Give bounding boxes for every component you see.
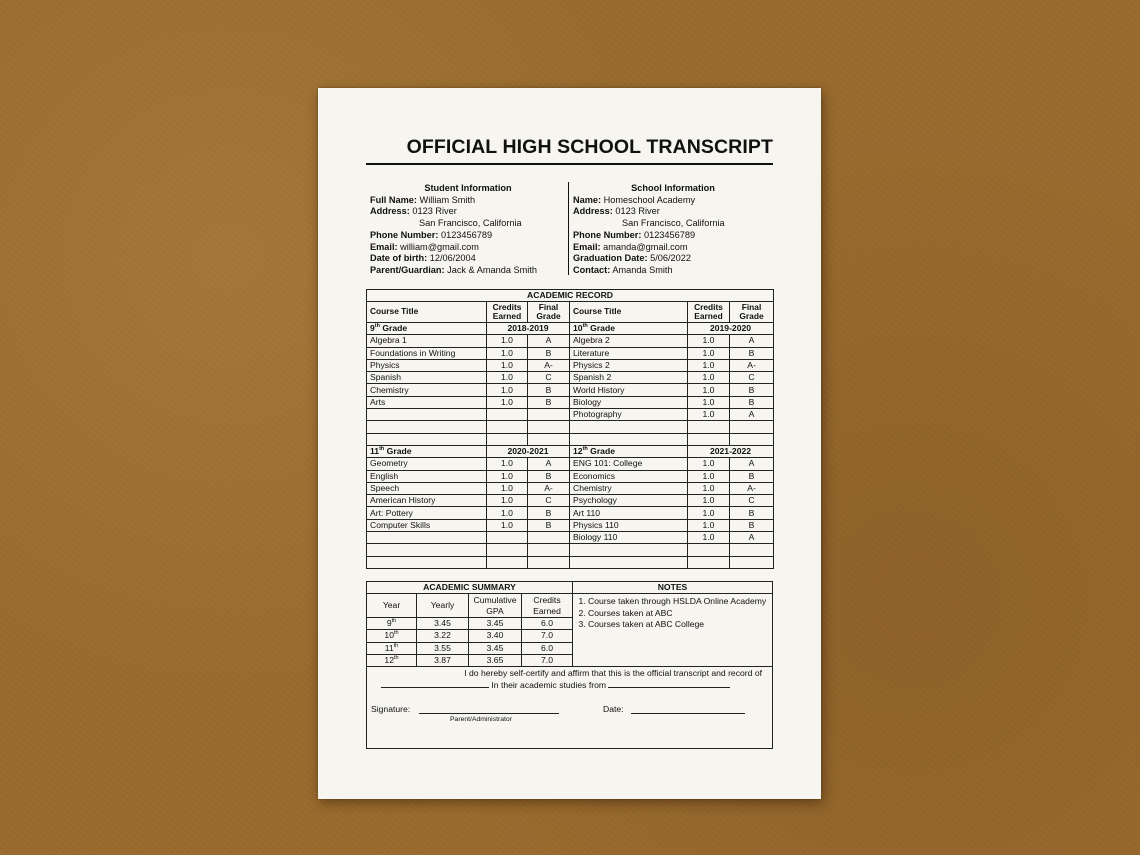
- summary-credits-cell: 6.0: [522, 618, 573, 630]
- course-title-cell: Spanish 2: [570, 372, 688, 384]
- credits-cell: 1.0: [688, 409, 730, 421]
- credits-cell: 1.0: [487, 507, 528, 519]
- credits-cell: 1.0: [487, 396, 528, 408]
- grade-cell: [528, 433, 570, 445]
- student-name-blank[interactable]: [381, 680, 489, 688]
- grade-cell: [528, 532, 570, 544]
- course-title-cell: [367, 433, 487, 445]
- course-title-cell: Physics 110: [570, 519, 688, 531]
- grade-cell: B: [730, 384, 774, 396]
- date-line[interactable]: [631, 713, 745, 714]
- grade-cell: [730, 433, 774, 445]
- grade-cell: B: [528, 384, 570, 396]
- school-graduation-date: Graduation Date: 5/06/2022: [573, 253, 691, 264]
- credits-cell: [688, 544, 730, 556]
- table-row: [367, 421, 774, 433]
- course-title-cell: Chemistry: [367, 384, 487, 396]
- course-title-cell: Chemistry: [570, 482, 688, 494]
- course-title-cell: Speech: [367, 482, 487, 494]
- course-title-cell: Physics: [367, 359, 487, 371]
- credits-cell: [487, 556, 528, 568]
- credits-cell: [487, 433, 528, 445]
- course-title-cell: Photography: [570, 409, 688, 421]
- table-row: [367, 544, 774, 556]
- student-email: Email: william@gmail.com: [370, 241, 479, 252]
- summary-yearly-cell: 3.45: [417, 618, 469, 630]
- table-row: [367, 556, 774, 568]
- grade-cell: A: [730, 532, 774, 544]
- course-title-cell: Spanish: [367, 372, 487, 384]
- table-row: [367, 384, 774, 396]
- school-information: [573, 183, 773, 277]
- credits-cell: 1.0: [688, 458, 730, 470]
- credits-cell: 1.0: [688, 519, 730, 531]
- school-year-label: 2021-2022: [688, 445, 774, 457]
- credits-cell: 1.0: [487, 372, 528, 384]
- col-course-title: Course Title: [367, 302, 487, 323]
- grade-cell: [528, 544, 570, 556]
- course-title-cell: English: [367, 470, 487, 482]
- grade-cell: B: [730, 347, 774, 359]
- course-title-cell: [570, 544, 688, 556]
- table-row: [367, 372, 774, 384]
- grade-cell: C: [730, 372, 774, 384]
- summary-credits-cell: 7.0: [522, 630, 573, 642]
- credits-cell: 1.0: [487, 384, 528, 396]
- grade-header-row: [367, 323, 774, 335]
- school-name: Name: Homeschool Academy: [573, 194, 696, 205]
- summary-credits-cell: 7.0: [522, 654, 573, 666]
- grade-cell: B: [528, 347, 570, 359]
- summary-year-cell: 10th: [367, 630, 417, 642]
- grade-cell: [730, 556, 774, 568]
- grade-cell: [528, 409, 570, 421]
- course-title-cell: [367, 409, 487, 421]
- summary-row: [367, 618, 573, 630]
- grade-cell: A: [528, 458, 570, 470]
- grade-level-label: 9th Grade: [367, 323, 487, 335]
- grade-cell: A-: [730, 482, 774, 494]
- table-row: [367, 359, 774, 371]
- grade-cell: A-: [730, 359, 774, 371]
- col-course-title: Course Title: [570, 302, 688, 323]
- grade-cell: A-: [528, 359, 570, 371]
- academic-record-title: ACADEMIC RECORD: [367, 290, 774, 302]
- grade-cell: B: [730, 507, 774, 519]
- grade-cell: [730, 421, 774, 433]
- credits-cell: [688, 556, 730, 568]
- table-row: [367, 519, 774, 531]
- credits-cell: [487, 532, 528, 544]
- col-final-grade: Final Grade: [730, 302, 774, 323]
- course-title-cell: Physics 2: [570, 359, 688, 371]
- summary-credits-cell: 6.0: [522, 642, 573, 654]
- credits-cell: 1.0: [487, 458, 528, 470]
- course-title-cell: American History: [367, 495, 487, 507]
- signature-label: Signature:: [371, 704, 411, 714]
- course-title-cell: [367, 544, 487, 556]
- date-range-blank[interactable]: [608, 680, 730, 688]
- date-label: Date:: [603, 704, 624, 714]
- summary-row: [367, 630, 573, 642]
- credits-cell: 1.0: [688, 495, 730, 507]
- grade-level-label: 10th Grade: [570, 323, 688, 335]
- certification-statement-2: In their academic studies from: [381, 680, 761, 690]
- col-credits-earned: Credits Earned: [522, 594, 573, 618]
- transcript-page: [318, 88, 821, 799]
- credits-cell: 1.0: [688, 347, 730, 359]
- record-header-row: [367, 302, 774, 323]
- grade-cell: B: [730, 470, 774, 482]
- summary-yearly-cell: 3.87: [417, 654, 469, 666]
- table-row: [367, 482, 774, 494]
- credits-cell: [688, 421, 730, 433]
- col-cumulative-gpa: Cumulative GPA: [469, 594, 522, 618]
- summary-year-cell: 11th: [367, 642, 417, 654]
- table-row: [367, 470, 774, 482]
- course-title-cell: Biology: [570, 396, 688, 408]
- student-address: Address: 0123 River: [370, 206, 457, 217]
- student-address-line2: San Francisco, California: [419, 218, 522, 229]
- credits-cell: [688, 433, 730, 445]
- summary-cumulative-cell: 3.40: [469, 630, 522, 642]
- credits-cell: 1.0: [487, 359, 528, 371]
- certification-statement: I do hereby self-certify and affirm that this is the official transcript and record of: [464, 668, 762, 678]
- credits-cell: 1.0: [688, 470, 730, 482]
- school-address: Address: 0123 River: [573, 206, 660, 217]
- summary-year-cell: 12th: [367, 654, 417, 666]
- summary-cumulative-cell: 3.45: [469, 618, 522, 630]
- course-title-cell: Literature: [570, 347, 688, 359]
- course-title-cell: Art 110: [570, 507, 688, 519]
- table-row: [367, 433, 774, 445]
- credits-cell: 1.0: [688, 532, 730, 544]
- credits-cell: 1.0: [487, 335, 528, 347]
- grade-cell: A: [730, 335, 774, 347]
- credits-cell: [487, 544, 528, 556]
- grade-cell: B: [528, 519, 570, 531]
- credits-cell: 1.0: [487, 347, 528, 359]
- credits-cell: [487, 421, 528, 433]
- summary-yearly-cell: 3.55: [417, 642, 469, 654]
- title-rule: [366, 163, 773, 165]
- credits-cell: 1.0: [487, 519, 528, 531]
- credits-cell: 1.0: [487, 470, 528, 482]
- course-title-cell: Computer Skills: [367, 519, 487, 531]
- school-info-heading: School Information: [631, 183, 715, 193]
- course-title-cell: Geometry: [367, 458, 487, 470]
- summary-yearly-cell: 3.22: [417, 630, 469, 642]
- note-item: 3. Courses taken at ABC College: [588, 619, 772, 631]
- course-title-cell: Arts: [367, 396, 487, 408]
- credits-cell: 1.0: [688, 396, 730, 408]
- notes-title: NOTES: [573, 582, 772, 594]
- course-title-cell: Algebra 1: [367, 335, 487, 347]
- school-contact: Contact: Amanda Smith: [573, 264, 673, 275]
- school-phone: Phone Number: 0123456789: [573, 229, 696, 240]
- course-title-cell: [570, 421, 688, 433]
- col-yearly: Yearly: [417, 594, 469, 618]
- course-title-cell: [367, 421, 487, 433]
- credits-cell: 1.0: [688, 359, 730, 371]
- grade-cell: A: [730, 409, 774, 421]
- grade-cell: [528, 556, 570, 568]
- course-title-cell: [367, 532, 487, 544]
- grade-cell: [730, 544, 774, 556]
- grade-cell: B: [528, 470, 570, 482]
- student-phone: Phone Number: 0123456789: [370, 229, 493, 240]
- grade-level-label: 12th Grade: [570, 445, 688, 457]
- grade-cell: C: [528, 372, 570, 384]
- table-row: [367, 347, 774, 359]
- grade-header-row: [367, 445, 774, 457]
- page-title: OFFICIAL HIGH SCHOOL TRANSCRIPT: [406, 136, 773, 158]
- grade-level-label: 11th Grade: [367, 445, 487, 457]
- school-year-label: 2018-2019: [487, 323, 570, 335]
- school-email: Email: amanda@gmail.com: [573, 241, 688, 252]
- notes-list: [573, 594, 772, 631]
- signature-caption: Parent/Administrator: [450, 716, 512, 723]
- summary-cumulative-cell: 3.65: [469, 654, 522, 666]
- table-row: [367, 532, 774, 544]
- col-credits-earned: Credits Earned: [688, 302, 730, 323]
- academic-summary-title: ACADEMIC SUMMARY: [367, 582, 573, 594]
- notes-box: [572, 581, 773, 667]
- credits-cell: 1.0: [487, 495, 528, 507]
- summary-cumulative-cell: 3.45: [469, 642, 522, 654]
- grade-cell: B: [528, 396, 570, 408]
- grade-cell: B: [730, 519, 774, 531]
- table-row: [367, 396, 774, 408]
- course-title-cell: [570, 433, 688, 445]
- course-title-cell: Art: Pottery: [367, 507, 487, 519]
- summary-row: [367, 642, 573, 654]
- note-item: 1. Course taken through HSLDA Online Academy: [588, 596, 772, 608]
- academic-record-table: [366, 289, 774, 569]
- col-credits-earned: Credits Earned: [487, 302, 528, 323]
- credits-cell: 1.0: [688, 384, 730, 396]
- certification-box: [366, 666, 773, 749]
- course-title-cell: World History: [570, 384, 688, 396]
- table-row: [367, 409, 774, 421]
- credits-cell: 1.0: [688, 335, 730, 347]
- course-title-cell: ENG 101: College: [570, 458, 688, 470]
- course-title-cell: Algebra 2: [570, 335, 688, 347]
- summary-year-cell: 9th: [367, 618, 417, 630]
- credits-cell: 1.0: [487, 482, 528, 494]
- student-dob: Date of birth: 12/06/2004: [370, 253, 476, 264]
- grade-cell: C: [730, 495, 774, 507]
- credits-cell: 1.0: [688, 482, 730, 494]
- signature-line[interactable]: [419, 713, 559, 714]
- academic-summary-table: [366, 581, 573, 667]
- col-final-grade: Final Grade: [528, 302, 570, 323]
- school-year-label: 2019-2020: [688, 323, 774, 335]
- grade-cell: A-: [528, 482, 570, 494]
- note-item: 2. Courses taken at ABC: [588, 608, 772, 620]
- student-info-heading: Student Information: [424, 183, 512, 193]
- grade-cell: A: [528, 335, 570, 347]
- course-title-cell: Psychology: [570, 495, 688, 507]
- school-address-line2: San Francisco, California: [622, 218, 725, 229]
- grade-cell: A: [730, 458, 774, 470]
- credits-cell: 1.0: [688, 507, 730, 519]
- info-divider: [568, 182, 569, 275]
- course-title-cell: [570, 556, 688, 568]
- course-title-cell: Foundations in Writing: [367, 347, 487, 359]
- student-guardian: Parent/Guardian: Jack & Amanda Smith: [370, 264, 537, 275]
- col-year: Year: [367, 594, 417, 618]
- grade-cell: [528, 421, 570, 433]
- table-row: [367, 458, 774, 470]
- credits-cell: 1.0: [688, 372, 730, 384]
- credits-cell: [487, 409, 528, 421]
- student-information: [370, 183, 566, 277]
- student-full-name: Full Name: William Smith: [370, 194, 476, 205]
- table-row: [367, 507, 774, 519]
- course-title-cell: [367, 556, 487, 568]
- table-row: [367, 495, 774, 507]
- course-title-cell: Biology 110: [570, 532, 688, 544]
- grade-cell: B: [730, 396, 774, 408]
- table-row: [367, 335, 774, 347]
- grade-cell: B: [528, 507, 570, 519]
- grade-cell: C: [528, 495, 570, 507]
- summary-row: [367, 654, 573, 666]
- school-year-label: 2020-2021: [487, 445, 570, 457]
- course-title-cell: Economics: [570, 470, 688, 482]
